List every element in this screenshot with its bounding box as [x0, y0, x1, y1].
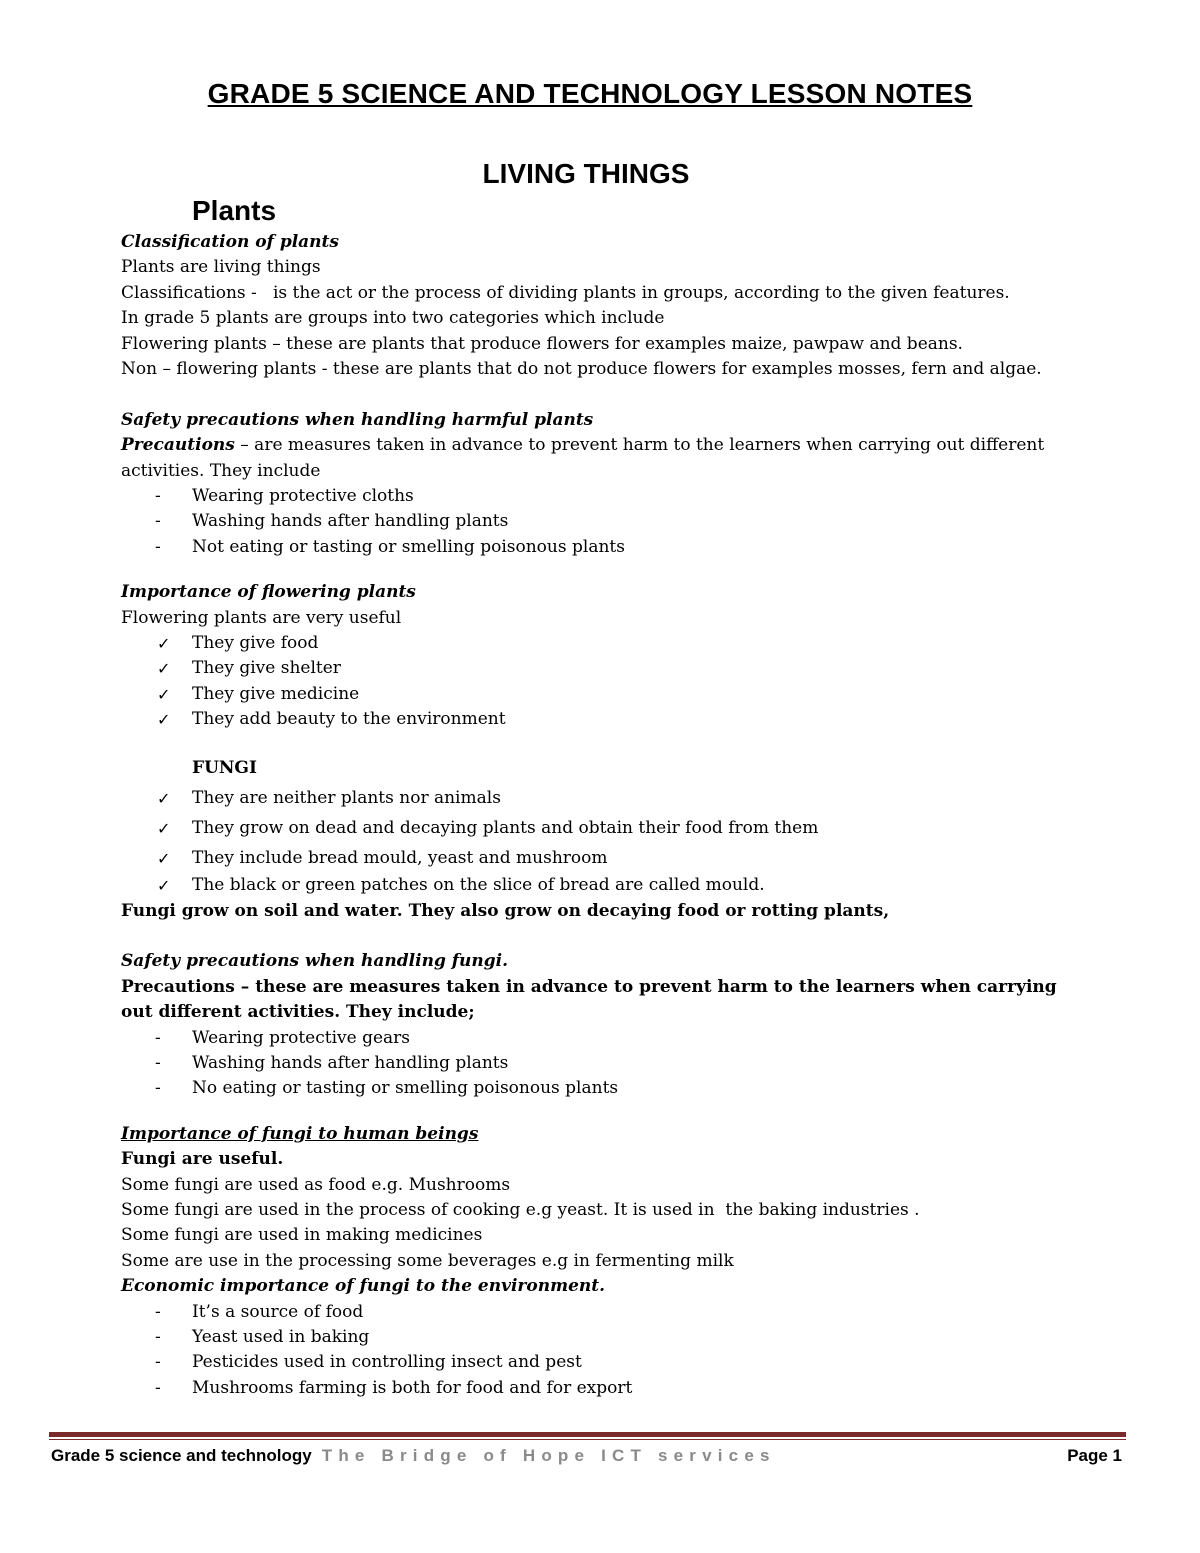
plants-heading: Plants — [192, 195, 277, 226]
footer-subject: Grade 5 science and technology — [51, 1446, 312, 1465]
classification-line: In grade 5 plants are groups into two categories which include — [121, 308, 665, 329]
fungi-heading: FUNGI — [192, 758, 257, 779]
classification-line: Classifications - is the act or the process of dividing plants in groups, according to the given features. — [121, 282, 1010, 303]
footer-rule-thin — [49, 1439, 1126, 1440]
checkmark-icon: ✓ — [157, 876, 171, 896]
dash-marker: - — [155, 511, 161, 532]
classification-heading: Classification of plants — [121, 232, 339, 252]
fungi-importance-line: Fungi are useful. — [121, 1149, 284, 1170]
dash-marker: - — [155, 1027, 161, 1048]
checkmark-icon: ✓ — [157, 710, 171, 730]
classification-line: Plants are living things — [121, 257, 321, 278]
harmful-plants-intro — [121, 433, 1106, 484]
list-item: - No eating or tasting or smelling poisonous plants — [121, 1076, 1131, 1101]
dash-marker: - — [155, 1352, 161, 1373]
list-item: ✓ They include bread mould, yeast and mushroom — [121, 844, 1131, 874]
list-item: - Pesticides used in controlling insect and pest — [121, 1350, 1131, 1375]
flowering-importance-heading: Importance of flowering plants — [121, 582, 416, 603]
classification-line: Non – flowering plants - these are plants that do not produce flowers for examples mosses, fern and algae. — [121, 358, 1042, 379]
precautions-term: Precautions — [121, 435, 235, 456]
checkmark-icon: ✓ — [157, 633, 171, 653]
list-item: - Yeast used in baking — [121, 1325, 1131, 1350]
fungi-importance-heading: Importance of fungi to human beings — [121, 1123, 479, 1144]
economic-heading: Economic importance of fungi to the environment. — [121, 1276, 606, 1297]
dash-marker: - — [155, 1078, 161, 1099]
list-item: ✓ They give shelter — [121, 656, 1131, 681]
dash-marker: - — [155, 1326, 161, 1347]
checkmark-icon: ✓ — [157, 659, 171, 679]
checkmark-icon: ✓ — [157, 848, 171, 868]
flowering-importance-intro: Flowering plants are very useful — [121, 607, 402, 628]
list-item: - Washing hands after handling plants — [121, 1051, 1131, 1076]
fungi-importance-line: Some fungi are used as food e.g. Mushrooms — [121, 1174, 511, 1195]
fungi-closing: Fungi grow on soil and water. They also grow on decaying food or rotting plants, — [121, 900, 890, 921]
document-body — [121, 192, 1131, 1401]
section-title: LIVING THINGS — [482, 158, 690, 189]
fungi-importance-line: Some fungi are used in making medicines — [121, 1225, 483, 1246]
list-item: - It’s a source of food — [121, 1300, 1131, 1325]
list-item: - Not eating or tasting or smelling poisonous plants — [121, 535, 1131, 560]
footer-rule — [49, 1432, 1126, 1437]
checkmark-icon: ✓ — [157, 819, 171, 839]
list-item: ✓ They add beauty to the environment — [121, 707, 1131, 732]
list-item: - Wearing protective gears — [121, 1026, 1131, 1051]
fungi-safety-heading: Safety precautions when handling fungi. — [121, 951, 509, 972]
page-number: Page 1 — [1067, 1446, 1122, 1465]
footer-brand: The Bridge of Hope ICT services — [321, 1446, 776, 1465]
dash-marker: - — [155, 1301, 161, 1322]
dash-marker: - — [155, 1053, 161, 1073]
fungi-importance-line: Some are use in the processing some beverages e.g in fermenting milk — [121, 1250, 734, 1271]
dash-marker: - — [155, 1377, 161, 1398]
list-item: ✓ They grow on dead and decaying plants and obtain their food from them — [121, 814, 1131, 844]
list-item: - Wearing protective cloths — [121, 484, 1131, 509]
precautions-definition: – are measures taken in advance to prevent harm to the learners when carrying out different activities. They include — [121, 435, 1045, 481]
checkmark-icon: ✓ — [157, 789, 171, 809]
fungi-safety-intro: Precautions – these are measures taken in advance to prevent harm to the learners when carrying out different activities. They include; — [121, 976, 1057, 1023]
footer-left — [51, 1446, 776, 1466]
list-item: ✓ The black or green patches on the slice of bread are called mould. — [121, 873, 1131, 898]
classification-line: Flowering plants – these are plants that produce flowers for examples maize, pawpaw and beans. — [121, 333, 963, 354]
dash-marker: - — [155, 536, 161, 557]
list-item: ✓ They are neither plants nor animals — [121, 784, 1131, 814]
list-item: - Mushrooms farming is both for food and for export — [121, 1376, 1131, 1401]
harmful-plants-heading: Safety precautions when handling harmful plants — [121, 409, 594, 430]
page-footer — [51, 1446, 1122, 1470]
list-item: - Washing hands after handling plants — [121, 509, 1131, 534]
dash-marker: - — [155, 485, 161, 506]
list-item: ✓ They give medicine — [121, 682, 1131, 707]
fungi-importance-line: Some fungi are used in the process of cooking e.g yeast. It is used in the baking industries . — [121, 1199, 920, 1220]
document-title: GRADE 5 SCIENCE AND TECHNOLOGY LESSON NOTES — [207, 78, 973, 109]
list-item: ✓ They give food — [121, 631, 1131, 656]
checkmark-icon: ✓ — [157, 684, 171, 704]
